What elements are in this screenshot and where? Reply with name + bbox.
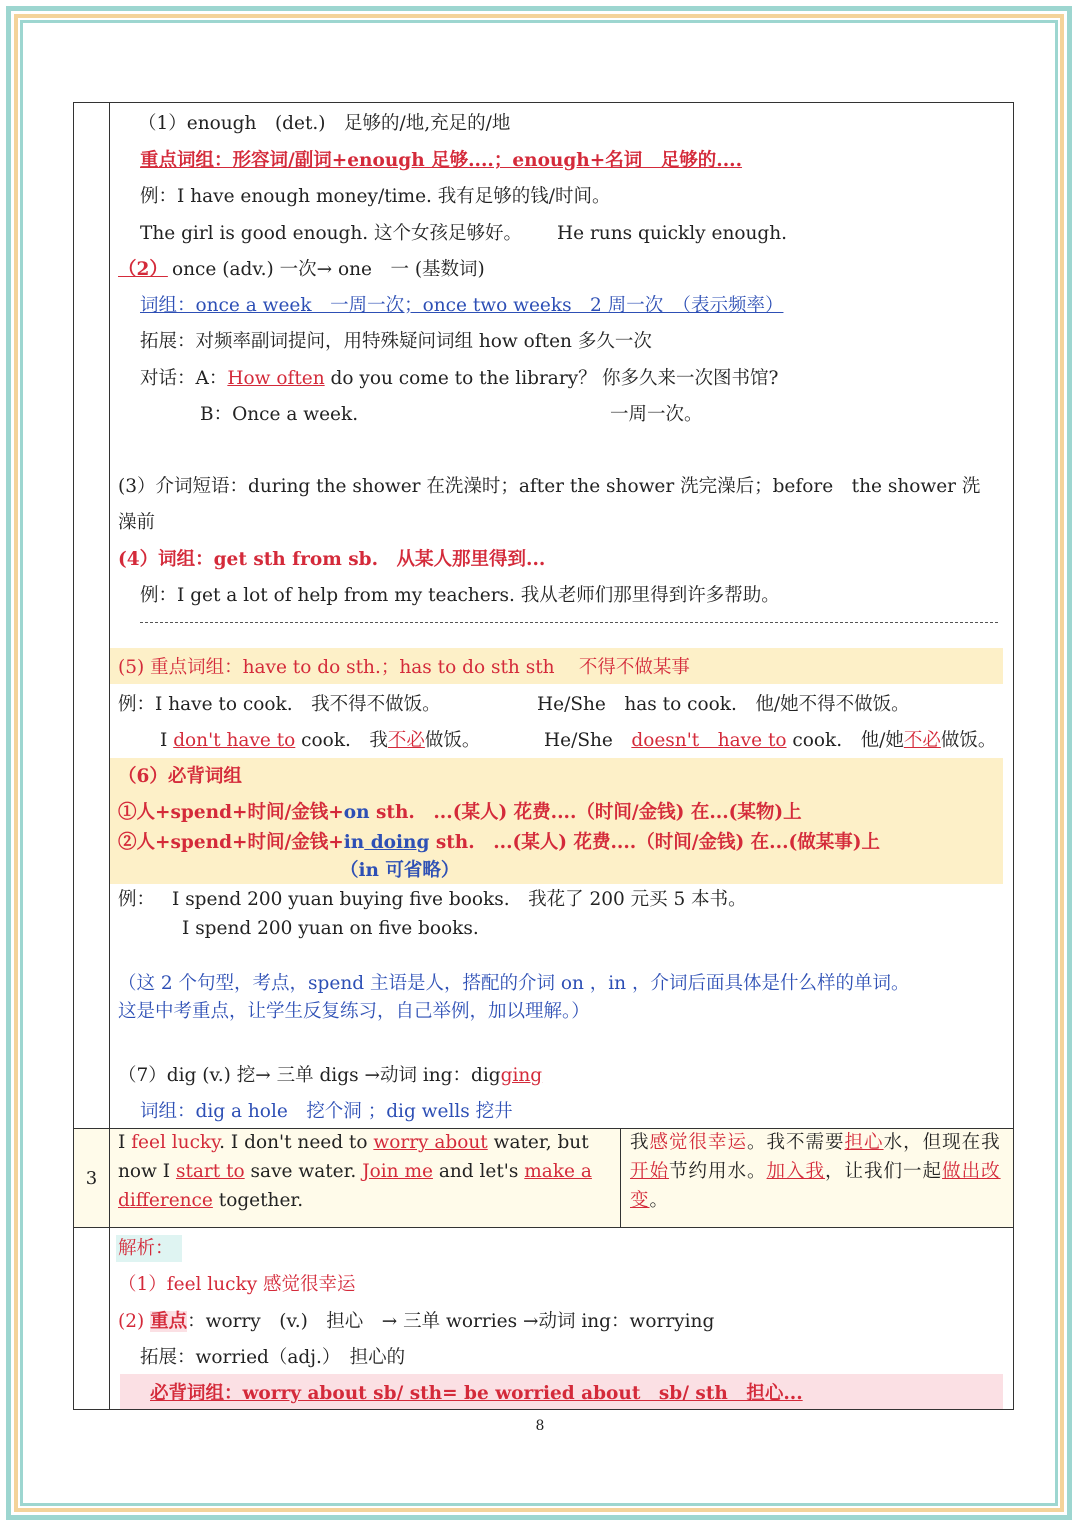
doesnt-have-to-example: He/She doesn't have to cook. 他/她不必做饭。 [544,730,997,751]
teacher-note-2: 这是中考重点，让学生反复练习，自己举例，加以理解。） [118,1001,590,1022]
have-to-phrase: (5) 重点词组：have to do sth.；has to do sth sth 不得不做某事 [118,657,690,678]
shower-prepositions: (3）介词短语：during the shower 在洗澡时；after the shower 洗完澡后；before the shower 洗 [118,476,981,497]
get-from-example: 例：I get a lot of help from my teachers. 我从老师们那里得到许多帮助。 [140,585,780,606]
have-to-example-1: 例：I have to cook. 我不得不做饭。 [118,694,441,715]
get-from-phrase: (4）词组：get sth from sb. 从某人那里得到... [118,549,546,570]
table-column-divider [109,103,110,1409]
dialog-b: B：Once a week. [200,404,359,425]
dialog-a: 对话：A：How often do you come to the library？ [140,368,597,389]
in-optional-note: （in 可省略） [340,860,460,881]
page-number: 8 [535,1418,545,1434]
spend-example-label: 例： [118,889,156,910]
once-definition: once (adv.) 一次→ one 一 (基数词) [172,259,485,280]
worry-definition: (2) 重点：worry (v.) 担心 → 三单 worries →动词 ing：worrying [118,1311,715,1332]
once-phrases: 词组：once a week 一周一次；once two weeks 2 周一次 （表示频率） [140,295,784,316]
have-to-example-2: He/She has to cook. 他/她不得不做饭。 [537,694,910,715]
teacher-note-1: （这 2 个句型，考点，spend 主语是人，搭配的介词 on ，in ，介词后面具体是什么样的单词。 [118,973,910,994]
dashed-separator [140,622,998,624]
how-often-extension: 拓展：对频率副词提问，用特殊疑问词组 how often 多久一次 [140,331,652,352]
analysis-label: 解析： [118,1238,174,1259]
enough-definition: （1）enough (det.) 足够的/地,充足的/地 [138,113,511,134]
row-3-number: 3 [85,1167,98,1189]
must-memorize-title: （6）必背词组 [118,766,242,787]
dont-have-to-example: I don't have to cook. 我不必做饭。 [160,730,481,751]
dig-definition: （7）dig (v.) 挖→ 三单 digs →动词 ing：digging [118,1065,543,1086]
dialog-b-translation: 一周一次。 [610,404,703,425]
worried-extension: 拓展：worried（adj.） 担心的 [140,1347,406,1368]
row-3-column-divider [620,1129,621,1227]
enough-example-2: The girl is good enough. 这个女孩足够好。 [140,223,523,244]
dialog-a-translation: 你多久来一次图书馆? [602,368,779,389]
worry-about-phrase: 必背词组：worry about sb/ sth= be worried about sb/ sth 担心... [150,1383,803,1404]
once-number-label: （2） [118,259,168,280]
spend-example-2: I spend 200 yuan on five books. [182,918,479,939]
row-3-english-sentence: I feel lucky. I don't need to worry about water, but now I start to save water. Join me and let's make a difference together. [118,1132,592,1211]
dig-phrases: 词组：dig a hole 挖个洞 ；dig wells 挖井 [140,1101,513,1122]
enough-example-3: He runs quickly enough. [557,223,788,244]
spend-on-pattern: ①人+spend+时间/金钱+on sth. ...(某人) 花费....（时间/金钱) 在...(某物)上 [118,802,802,823]
row-3-chinese-translation: 我感觉很幸运。我不需要担心水，但现在我开始节约用水。加入我，让我们一起做出改变。 [630,1132,1001,1211]
enough-key-phrase: 重点词组：形容词/副词+enough 足够....；enough+名词 足够的.... [140,150,743,171]
feel-lucky-note: （1）feel lucky 感觉很幸运 [118,1274,356,1295]
shower-prepositions-cont: 澡前 [118,512,156,533]
spend-in-pattern: ②人+spend+时间/金钱+in doing sth. ...(某人) 花费....（时间/金钱) 在...(做某事)上 [118,832,881,853]
enough-example-1: 例：I have enough money/time. 我有足够的钱/时间。 [140,186,611,207]
row-divider-bottom [74,1227,1013,1228]
spend-example-1: I spend 200 yuan buying five books. 我花了 200 元买 5 本书。 [172,889,747,910]
